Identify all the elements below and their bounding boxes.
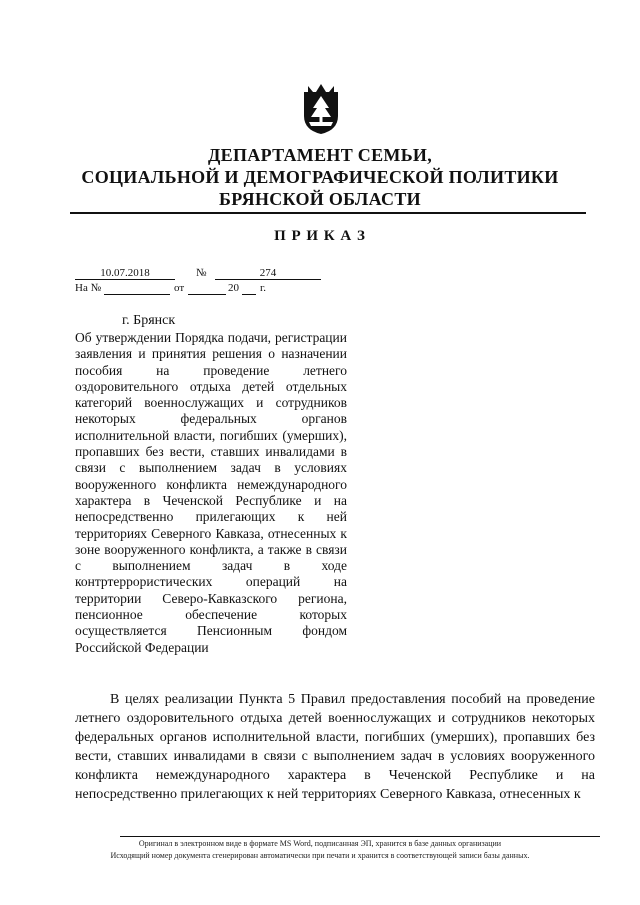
number-label: № — [196, 267, 207, 279]
doc-type-title: П Р И К А З — [274, 228, 366, 244]
city: г. Брянск — [122, 313, 176, 328]
coat-of-arms — [300, 84, 342, 136]
doc-date: 10.07.2018 — [100, 267, 150, 279]
reply-year-suffix: г. — [260, 282, 267, 294]
order-subject — [75, 330, 347, 656]
reply-from-label: от — [174, 282, 185, 294]
order-subject-text: Об утверждении Порядка подачи, регистрации заявления и принятия решения о назначении пособия на проведение летнего оздоровительного отдыха детей отдельных категорий военнослужащих и сотрудников некоторых федеральных органов исполнительной власти, погибших (умерших), пропавших без вести, ставших инвалидами в связи с выполнением задач в условиях вооруженного конфликта немеждународного характера в Чеченской Республике и на непосредственно прилегающих к ней территориях Северного Кавказа, отнесенных к зоне вооруженного конфликта, а также в связи с выполнением задач в ходе контртеррористических операций на территории Северо-Кавказского региона, пенсионное обеспечение которых осуществляется Пенсионным фондом Российской Федерации — [75, 330, 347, 655]
doc-number: 274 — [259, 267, 277, 279]
department-title-line2: СОЦИАЛЬНОЙ И ДЕМОГРАФИЧЕСКОЙ ПОЛИТИКИ — [81, 167, 559, 187]
reply-number-underline — [104, 294, 170, 295]
date-underline — [75, 279, 175, 280]
number-underline — [215, 279, 321, 280]
header-divider — [70, 212, 586, 214]
bryansk-coat-of-arms-icon — [300, 84, 342, 136]
reply-year-underline — [242, 294, 256, 295]
footer-line2: Исходящий номер документа сгенерирован автоматически при печати и хранится в соответствующей записи базы данных. — [110, 851, 530, 860]
department-title-line1: ДЕПАРТАМЕНТ СЕМЬИ, — [207, 145, 432, 165]
reply-date-underline — [188, 294, 226, 295]
footer-line1: Оригинал в электронном виде в формате MS Word, подписанная ЭП, хранится в базе данных организации — [138, 839, 502, 848]
footer-divider — [120, 836, 600, 837]
order-body-paragraph: В целях реализации Пункта 5 Правил предоставления пособий на проведение летнего оздоровительного отдыха детей военнослужащих и сотрудников некоторых федеральных органов исполнительной власти, погибших (умерших), пропавших без вести, ставших инвалидами в связи с выполнением задач в условиях вооруженного конфликта немеждународного характера в Чеченской Республике и на непосредственно прилегающих к ней территориях Северного Кавказа, отнесенных к — [75, 692, 595, 802]
reply-year-prefix: 20 — [228, 282, 239, 294]
department-title-line3: БРЯНСКОЙ ОБЛАСТИ — [219, 189, 421, 209]
reply-on-label: На № — [75, 282, 102, 294]
